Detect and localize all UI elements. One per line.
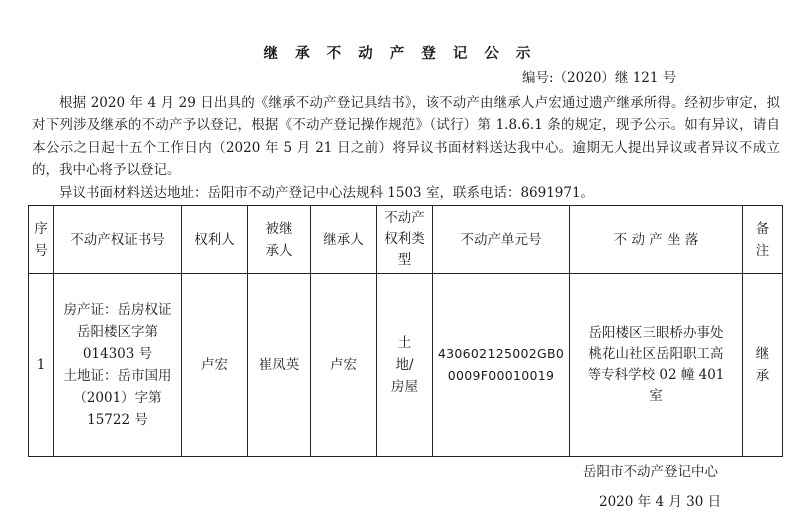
notice-title: 继 承 不 动 产 登 记 公 示 [263, 45, 537, 62]
cell-seq: 1 [29, 274, 54, 457]
header-decedent: 被继承人 [248, 206, 311, 274]
header-unit: 不动产单元号 [433, 206, 570, 274]
notice-paragraph-address: 异议书面材料送达地址：岳阳市不动产登记中心法规科 1503 室，联系电话：8691971。 [59, 184, 595, 201]
header-heir: 继承人 [311, 206, 377, 274]
cell-cert: 房产证：岳房权证岳阳楼区字第 014303 号 土地证：岳市国用（2001）字第 15722 号 [54, 274, 182, 457]
table-row [29, 274, 783, 457]
notice-body [32, 92, 780, 204]
header-type: 不动产权利类型 [377, 206, 433, 274]
cell-holder: 卢宏 [182, 274, 248, 457]
cell-decedent: 崔凤英 [248, 274, 311, 457]
notice-paragraph-main: 根据 2020 年 4 月 29 日出具的《继承不动产登记具结书》，该不动产由继承人卢宏通过遗产继承所得。经初步审定，拟对下列涉及继承的不动产予以登记，根据《不动产登记操作规范》（试行）第 1.8.6.1 条的规定，现予公示。如有异议，请自本公示之日起十五个工作日内（2020 年 5 月 21 日之前）将异议书面材料送达我中心。逾期无人提出异议或者异议不成立的，我中心将予以登记。 [32, 95, 780, 179]
cell-type: 土地/房屋 [377, 274, 433, 457]
cell-remark: 继承 [743, 274, 783, 457]
property-table [28, 205, 783, 457]
issuer-signature: 岳阳市不动产登记中心 [583, 464, 718, 480]
issue-date: 2020 年 4 月 30 日 [599, 494, 722, 510]
header-remark: 备注 [743, 206, 783, 274]
cell-heir: 卢宏 [311, 274, 377, 457]
cell-location: 岳阳楼区三眼桥办事处桃花山社区岳阳职工高等专科学校 02 幢 401 室 [570, 274, 743, 457]
header-location: 不 动 产 坐 落 [570, 206, 743, 274]
table-header-row [29, 206, 783, 274]
cell-unit: 430602125002GB00009F00010019 [433, 274, 570, 457]
header-holder: 权利人 [182, 206, 248, 274]
document-number: 编号:（2020）继 121 号 [522, 70, 677, 86]
header-cert: 不动产权证书号 [54, 206, 182, 274]
header-seq: 序号 [29, 206, 54, 274]
